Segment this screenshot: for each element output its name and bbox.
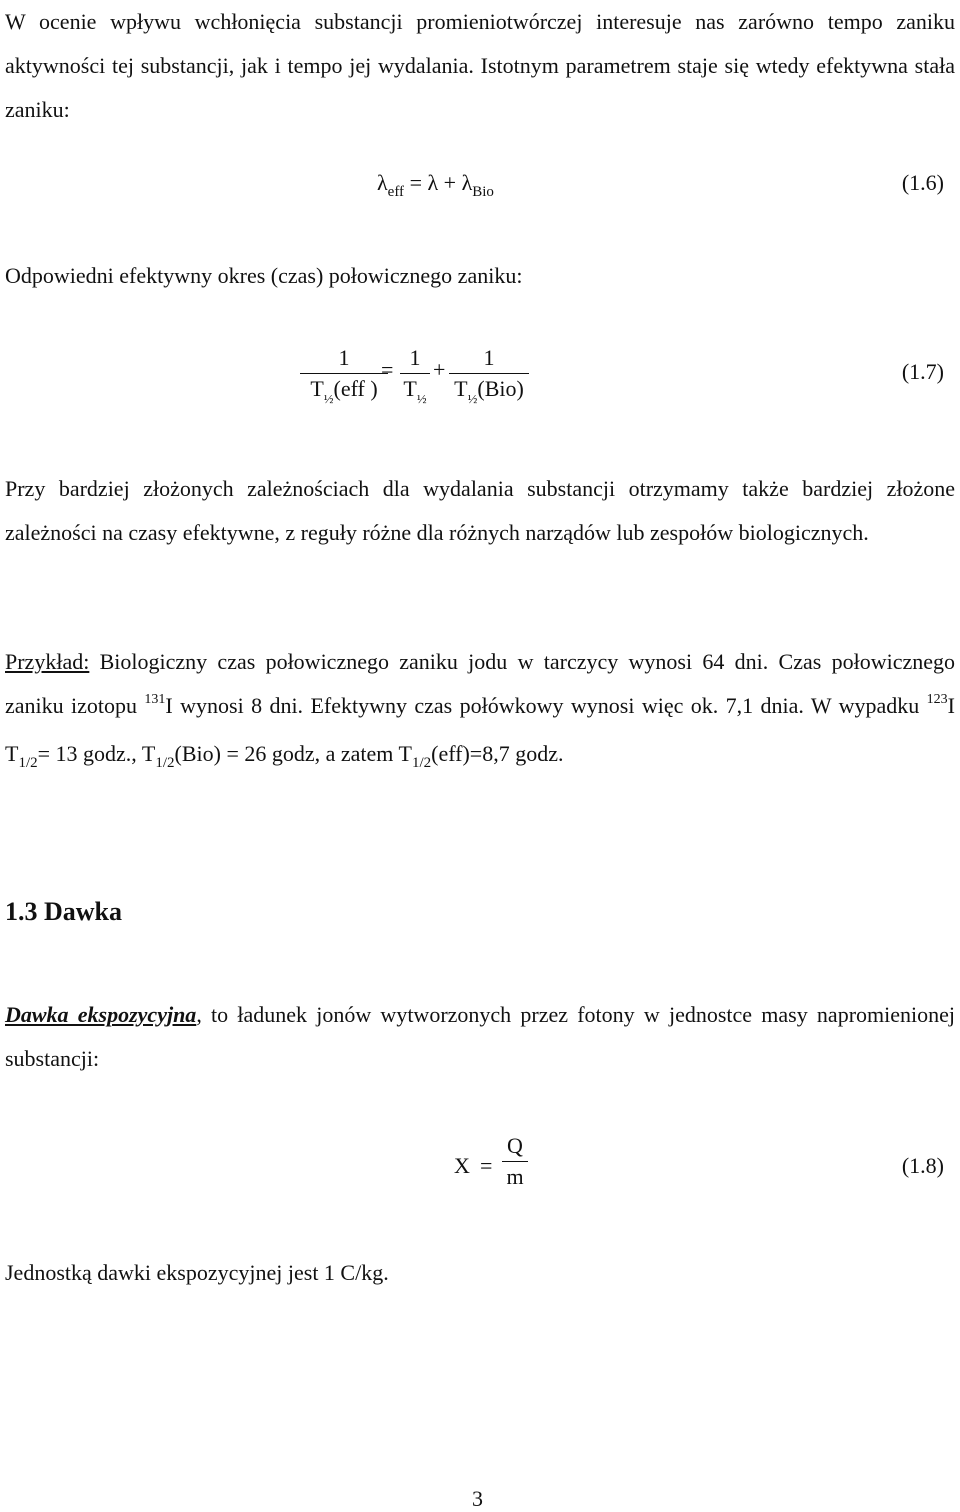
denominator: $T_{\frac{1}{2}}(eff$ )	[310, 376, 378, 406]
example-text: = 13 godz., T	[37, 741, 156, 766]
fraction-physical	[400, 345, 430, 406]
definition-text: , to ładunek jonów wytworzonych przez fotony w jednostce masy napromienionej substancji:	[5, 1002, 956, 1071]
intro-paragraph	[5, 0, 955, 132]
dose-definition-paragraph	[5, 993, 955, 1081]
example-text: I wynosi 8 dni. Efektywny czas połówkowy wynosi więc ok. 7,1 dnia. W wypadku	[165, 693, 927, 718]
equation-1-7	[0, 345, 960, 425]
example-text: (Bio) = 26 godz, a zatem T	[174, 741, 412, 766]
fraction-q-over-m	[502, 1133, 528, 1190]
example-text: (eff)=8,7 godz.	[431, 741, 564, 766]
example-text: I T	[5, 693, 955, 766]
denominator: m	[506, 1164, 524, 1189]
plus-sign: +	[443, 170, 457, 195]
intro-text: W ocenie wpływu wchłonięcia substancji promieniotwórczej interesuje nas zarówno tempo zaniku aktywności tej substancji, jak i tempo jej wydalania. Istotnym parametrem staje się wtedy efektywna stała zaniku:	[5, 9, 955, 122]
eq-1-6-body	[377, 170, 494, 200]
equals-sign: =	[381, 357, 394, 382]
numerator: 1	[483, 345, 495, 370]
paragraph-text: Przy bardziej złożonych zależnościach dla wydalania substancji otrzymamy także bardziej złożone zależności na czasy efektywne, z reguły różne dla różnych narządów lub zespołów biologicznych.	[5, 476, 955, 545]
lambda-symbol: λ	[377, 170, 388, 195]
equals-sign: =	[480, 1153, 493, 1178]
eff-subscript: eff	[387, 184, 405, 200]
fraction-bar	[502, 1161, 528, 1162]
example-paragraph	[5, 640, 955, 779]
denominator: $T_{\frac{1}{2}}(Bio)$	[454, 376, 524, 406]
equation-number: (1.6)	[901, 170, 944, 195]
equation-number: (1.8)	[901, 1153, 944, 1178]
equation-number: (1.7)	[901, 359, 944, 384]
example-text: Biologiczny czas połowicznego zaniku jodu w tarczycy wynosi 64 dni. Czas połowicznego zaniku izotopu	[5, 649, 955, 718]
isotope-superscript: 123	[926, 692, 948, 707]
isotope-superscript: 131	[144, 692, 166, 707]
defined-term: Dawka ekspozycyjna	[5, 1002, 197, 1027]
fraction-eff	[300, 345, 388, 406]
half-subscript: 1/2	[411, 755, 432, 771]
unit-paragraph	[5, 1259, 955, 1287]
plus-sign: +	[433, 357, 446, 382]
lambda-symbol: λ	[461, 170, 473, 195]
x-symbol: X	[454, 1153, 470, 1178]
complex-dependencies-paragraph	[5, 467, 955, 555]
bio-subscript: Bio	[472, 184, 494, 200]
numerator: 1	[409, 345, 421, 370]
fraction-bar	[449, 373, 529, 374]
half-life-intro	[5, 262, 955, 290]
fraction-bar	[300, 373, 388, 374]
fraction-bio	[449, 345, 529, 406]
half-life-intro-text: Odpowiedni efektywny okres (czas) połowicznego zaniku:	[5, 263, 523, 288]
numerator: Q	[507, 1133, 523, 1158]
half-subscript: 1/2	[18, 755, 38, 771]
equation-1-8	[0, 1133, 960, 1203]
fraction-bar	[400, 373, 430, 374]
section-heading: 1.3 Dawka	[5, 897, 123, 926]
equals-sign: =	[409, 170, 422, 195]
denominator: $T_{\frac{1}{2}}$	[403, 376, 427, 406]
numerator: 1	[338, 345, 350, 370]
lambda-symbol: λ	[427, 170, 439, 195]
page-number: 3	[472, 1486, 483, 1511]
unit-text: Jednostką dawki ekspozycyjnej jest 1 C/kg.	[5, 1260, 389, 1285]
example-label: Przykład:	[5, 649, 90, 674]
half-subscript: 1/2	[155, 755, 175, 771]
